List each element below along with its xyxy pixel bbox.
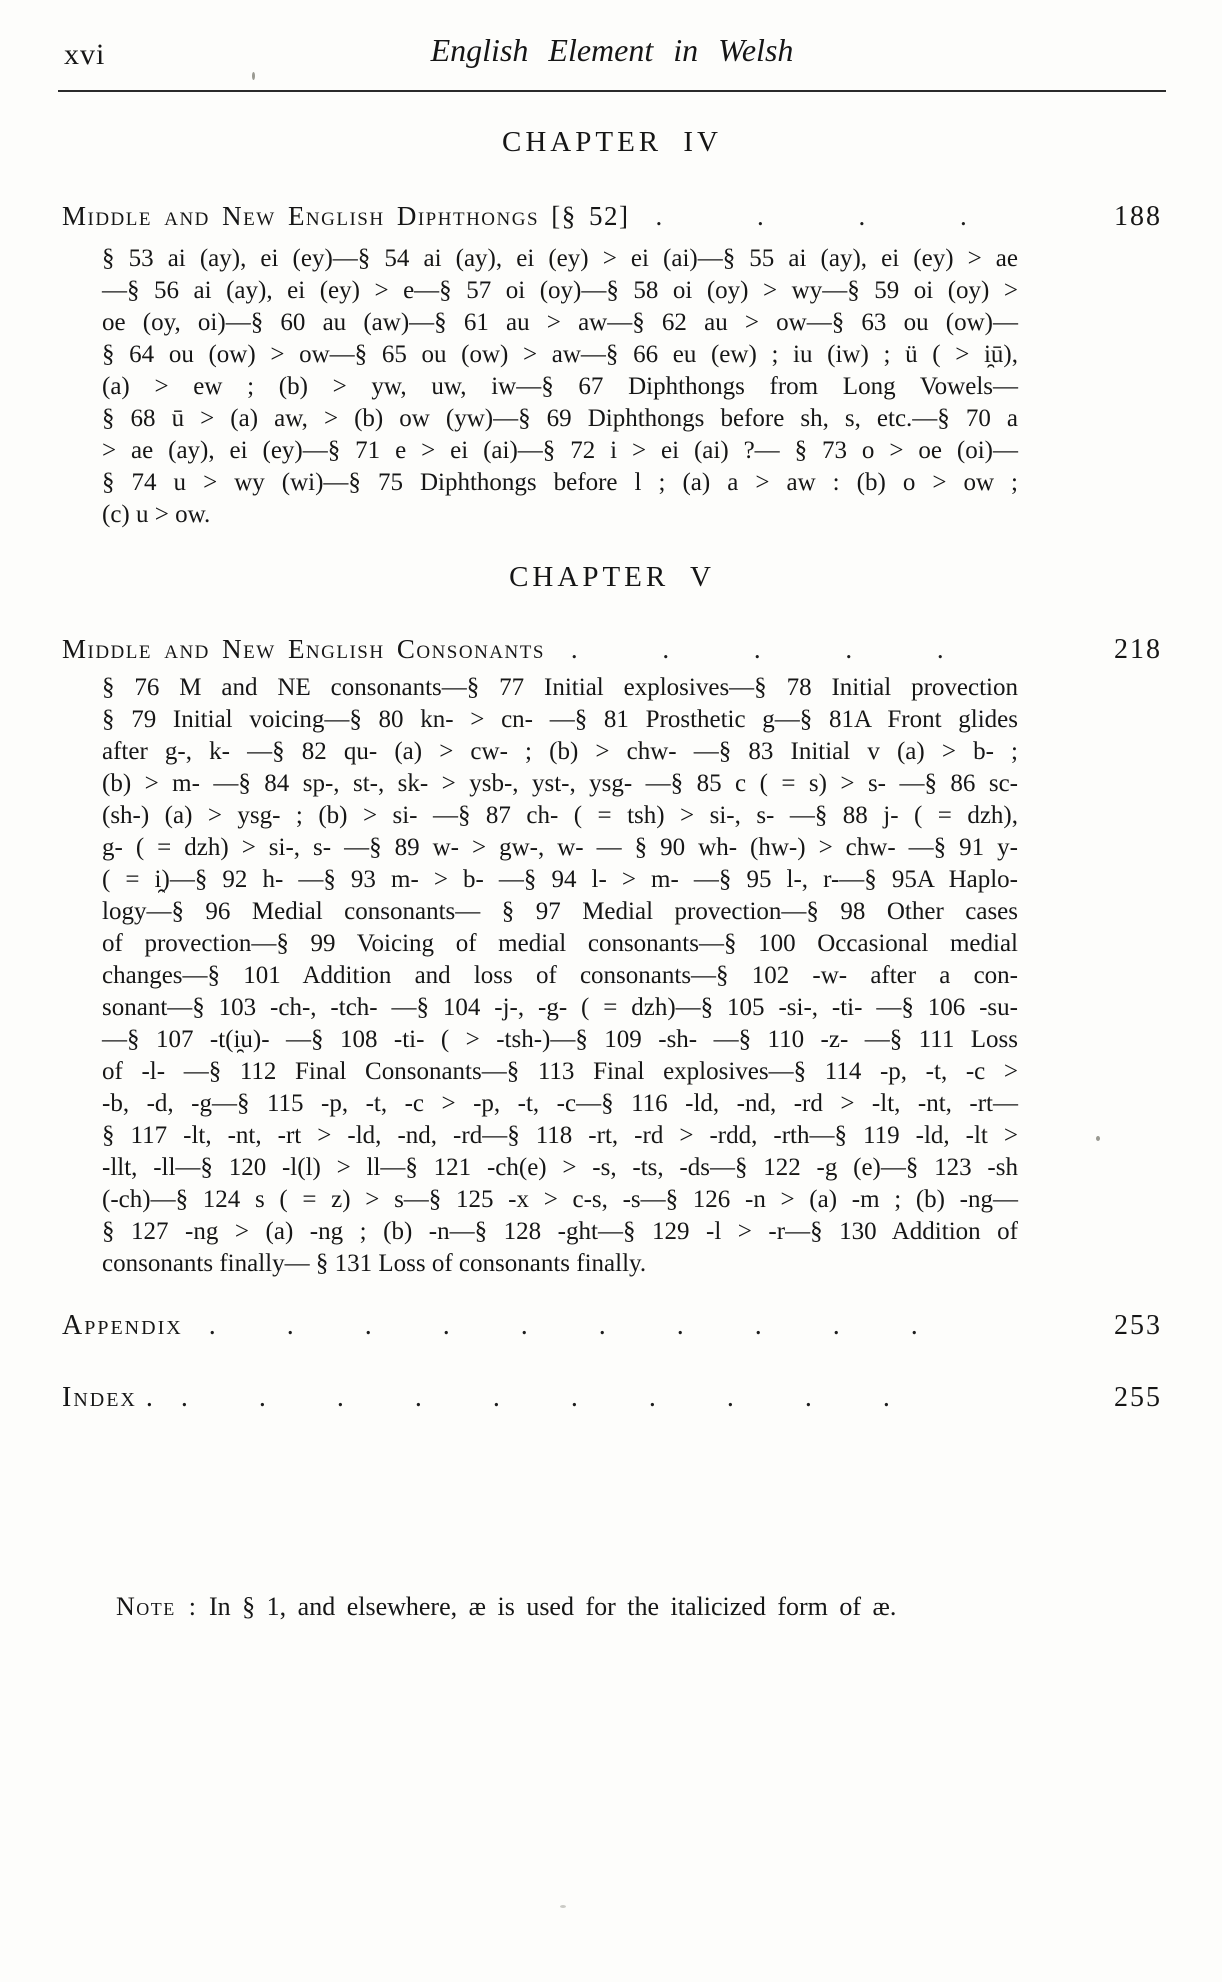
summary-line: -b, -d, -g—§ 115 -p, -t, -c > -p, -t, -c—§ 116 -ld, -nd, -rd > -lt, -nt, -rt— — [102, 1090, 1018, 1117]
summary-line: (sh-) (a) > ysg- ; (b) > si- —§ 87 ch- ( = tsh) > si-, s- —§ 88 j- ( = dzh), — [102, 802, 1018, 829]
entry-page-number: 253 — [1114, 1310, 1162, 1341]
dot-leader: . . . . . — [570, 634, 944, 664]
chapter-v-summary — [102, 672, 1018, 1280]
summary-line: —§ 107 -t(i̯u)- —§ 108 -ti- ( > -tsh-)—§ 109 -sh- —§ 110 -z- —§ 111 Loss — [102, 1026, 1018, 1053]
summary-line: ( = i̯)—§ 92 h- —§ 93 m- > b- —§ 94 l- > m- —§ 95 l-, r-—§ 95A Haplo- — [102, 866, 1018, 893]
summary-line: (b) > m- —§ 84 sp-, st-, sk- > ysb-, yst-, ysg- —§ 85 c ( = s) > s- —§ 86 sc- — [102, 770, 1018, 797]
summary-line: oe (oy, oi)—§ 60 au (aw)—§ 61 au > aw—§ 62 au > ow—§ 63 ou (ow)— — [102, 309, 1018, 336]
toc-entry-index — [62, 1382, 1162, 1414]
entry-title: Middle and New English Diphthongs [§ 52] — [62, 201, 630, 231]
summary-line: of -l- —§ 112 Final Consonants—§ 113 Final explosives—§ 114 -p, -t, -c > — [102, 1058, 1018, 1085]
footnote-text: In § 1, and elsewhere, æ is used for the italicized form of æ. — [209, 1592, 897, 1621]
summary-line: of provection—§ 99 Voicing of medial consonants—§ 100 Occasional medial — [102, 930, 1018, 957]
footnote-label: Note : — [116, 1592, 198, 1621]
scan-speck — [1096, 1136, 1100, 1141]
running-title: English Element in Welsh — [430, 32, 794, 68]
dot-leader: . . . . . . . . . . — [208, 1310, 918, 1341]
summary-line: sonant—§ 103 -ch-, -tch- —§ 104 -j-, -g- ( = dzh)—§ 105 -si-, -ti- —§ 106 -su- — [102, 994, 1018, 1021]
entry-title: Middle and New English Consonants — [62, 634, 545, 664]
summary-line: § 53 ai (ay), ei (ey)—§ 54 ai (ay), ei (ey) > ei (ai)—§ 55 ai (ay), ei (ey) > ae — [102, 245, 1018, 272]
summary-line: consonants finally— § 131 Loss of consonants finally. — [102, 1250, 647, 1277]
summary-line: § 79 Initial voicing—§ 80 kn- > cn- —§ 81 Prosthetic g—§ 81A Front glides — [102, 706, 1018, 733]
summary-line: § 76 M and NE consonants—§ 77 Initial explosives—§ 78 Initial provection — [102, 674, 1018, 701]
dot-leader: . . . . . . . . . . — [180, 1382, 890, 1413]
header-rule — [58, 90, 1166, 92]
summary-line: § 74 u > wy (wi)—§ 75 Diphthongs before l ; (a) a > aw : (b) o > ow ; — [102, 469, 1018, 496]
summary-line: logy—§ 96 Medial consonants— § 97 Medial provection—§ 98 Other cases — [102, 898, 1018, 925]
summary-line: § 68 ū > (a) aw, > (b) ow (yw)—§ 69 Diphthongs before sh, s, etc.—§ 70 a — [102, 405, 1018, 432]
entry-page-number: 255 — [1114, 1382, 1162, 1413]
summary-line: § 127 -ng > (a) -ng ; (b) -n—§ 128 -ght—§ 129 -l > -r—§ 130 Addition of — [102, 1218, 1018, 1245]
entry-title: Appendix — [62, 1310, 183, 1341]
summary-line: g- ( = dzh) > si-, s- —§ 89 w- > gw-, w- — § 90 wh- (hw-) > chw- —§ 91 y- — [102, 834, 1018, 861]
toc-entry-appendix — [62, 1310, 1162, 1342]
summary-line: (c) u > ow. — [102, 501, 211, 528]
entry-page-number: 218 — [1114, 634, 1162, 665]
chapter-iv-heading: CHAPTER IV — [502, 126, 722, 158]
scan-speck — [252, 72, 255, 80]
folio-number: xvi — [64, 38, 106, 71]
scan-speck — [560, 1905, 566, 1908]
summary-line: (a) > ew ; (b) > yw, uw, iw—§ 67 Diphthongs from Long Vowels— — [102, 373, 1018, 400]
entry-title: Index . — [62, 1382, 155, 1413]
summary-line: -llt, -ll—§ 120 -l(l) > ll—§ 121 -ch(e) > -s, -ts, -ds—§ 122 -g (e)—§ 123 -sh — [102, 1154, 1018, 1181]
entry-page-number: 188 — [1114, 201, 1162, 232]
summary-line: § 64 ou (ow) > ow—§ 65 ou (ow) > aw—§ 66 eu (ew) ; iu (iw) ; ü ( > i̯ū), — [102, 341, 1018, 368]
summary-line: changes—§ 101 Addition and loss of consonants—§ 102 -w- after a con- — [102, 962, 1018, 989]
chapter-iv-summary — [102, 243, 1018, 531]
summary-line: after g-, k- —§ 82 qu- (a) > cw- ; (b) > chw- —§ 83 Initial v (a) > b- ; — [102, 738, 1018, 765]
toc-entry-diphthongs — [62, 201, 1162, 233]
running-head — [62, 30, 1162, 78]
summary-line: § 117 -lt, -nt, -rt > -ld, -nd, -rd—§ 118 -rt, -rd > -rdd, -rth—§ 119 -ld, -lt > — [102, 1122, 1018, 1149]
dot-leader: . . . . — [655, 201, 967, 231]
summary-line: > ae (ay), ei (ey)—§ 71 e > ei (ai)—§ 72 i > ei (ai) ?— § 73 o > oe (oi)— — [102, 437, 1018, 464]
toc-entry-consonants — [62, 634, 1162, 666]
footnote — [116, 1592, 1162, 1622]
summary-line: (-ch)—§ 124 s ( = z) > s—§ 125 -x > c-s, -s—§ 126 -n > (a) -m ; (b) -ng— — [102, 1186, 1018, 1213]
chapter-v-heading: CHAPTER V — [509, 561, 715, 593]
summary-line: —§ 56 ai (ay), ei (ey) > e—§ 57 oi (oy)—§ 58 oi (oy) > wy—§ 59 oi (oy) > — [102, 277, 1018, 304]
